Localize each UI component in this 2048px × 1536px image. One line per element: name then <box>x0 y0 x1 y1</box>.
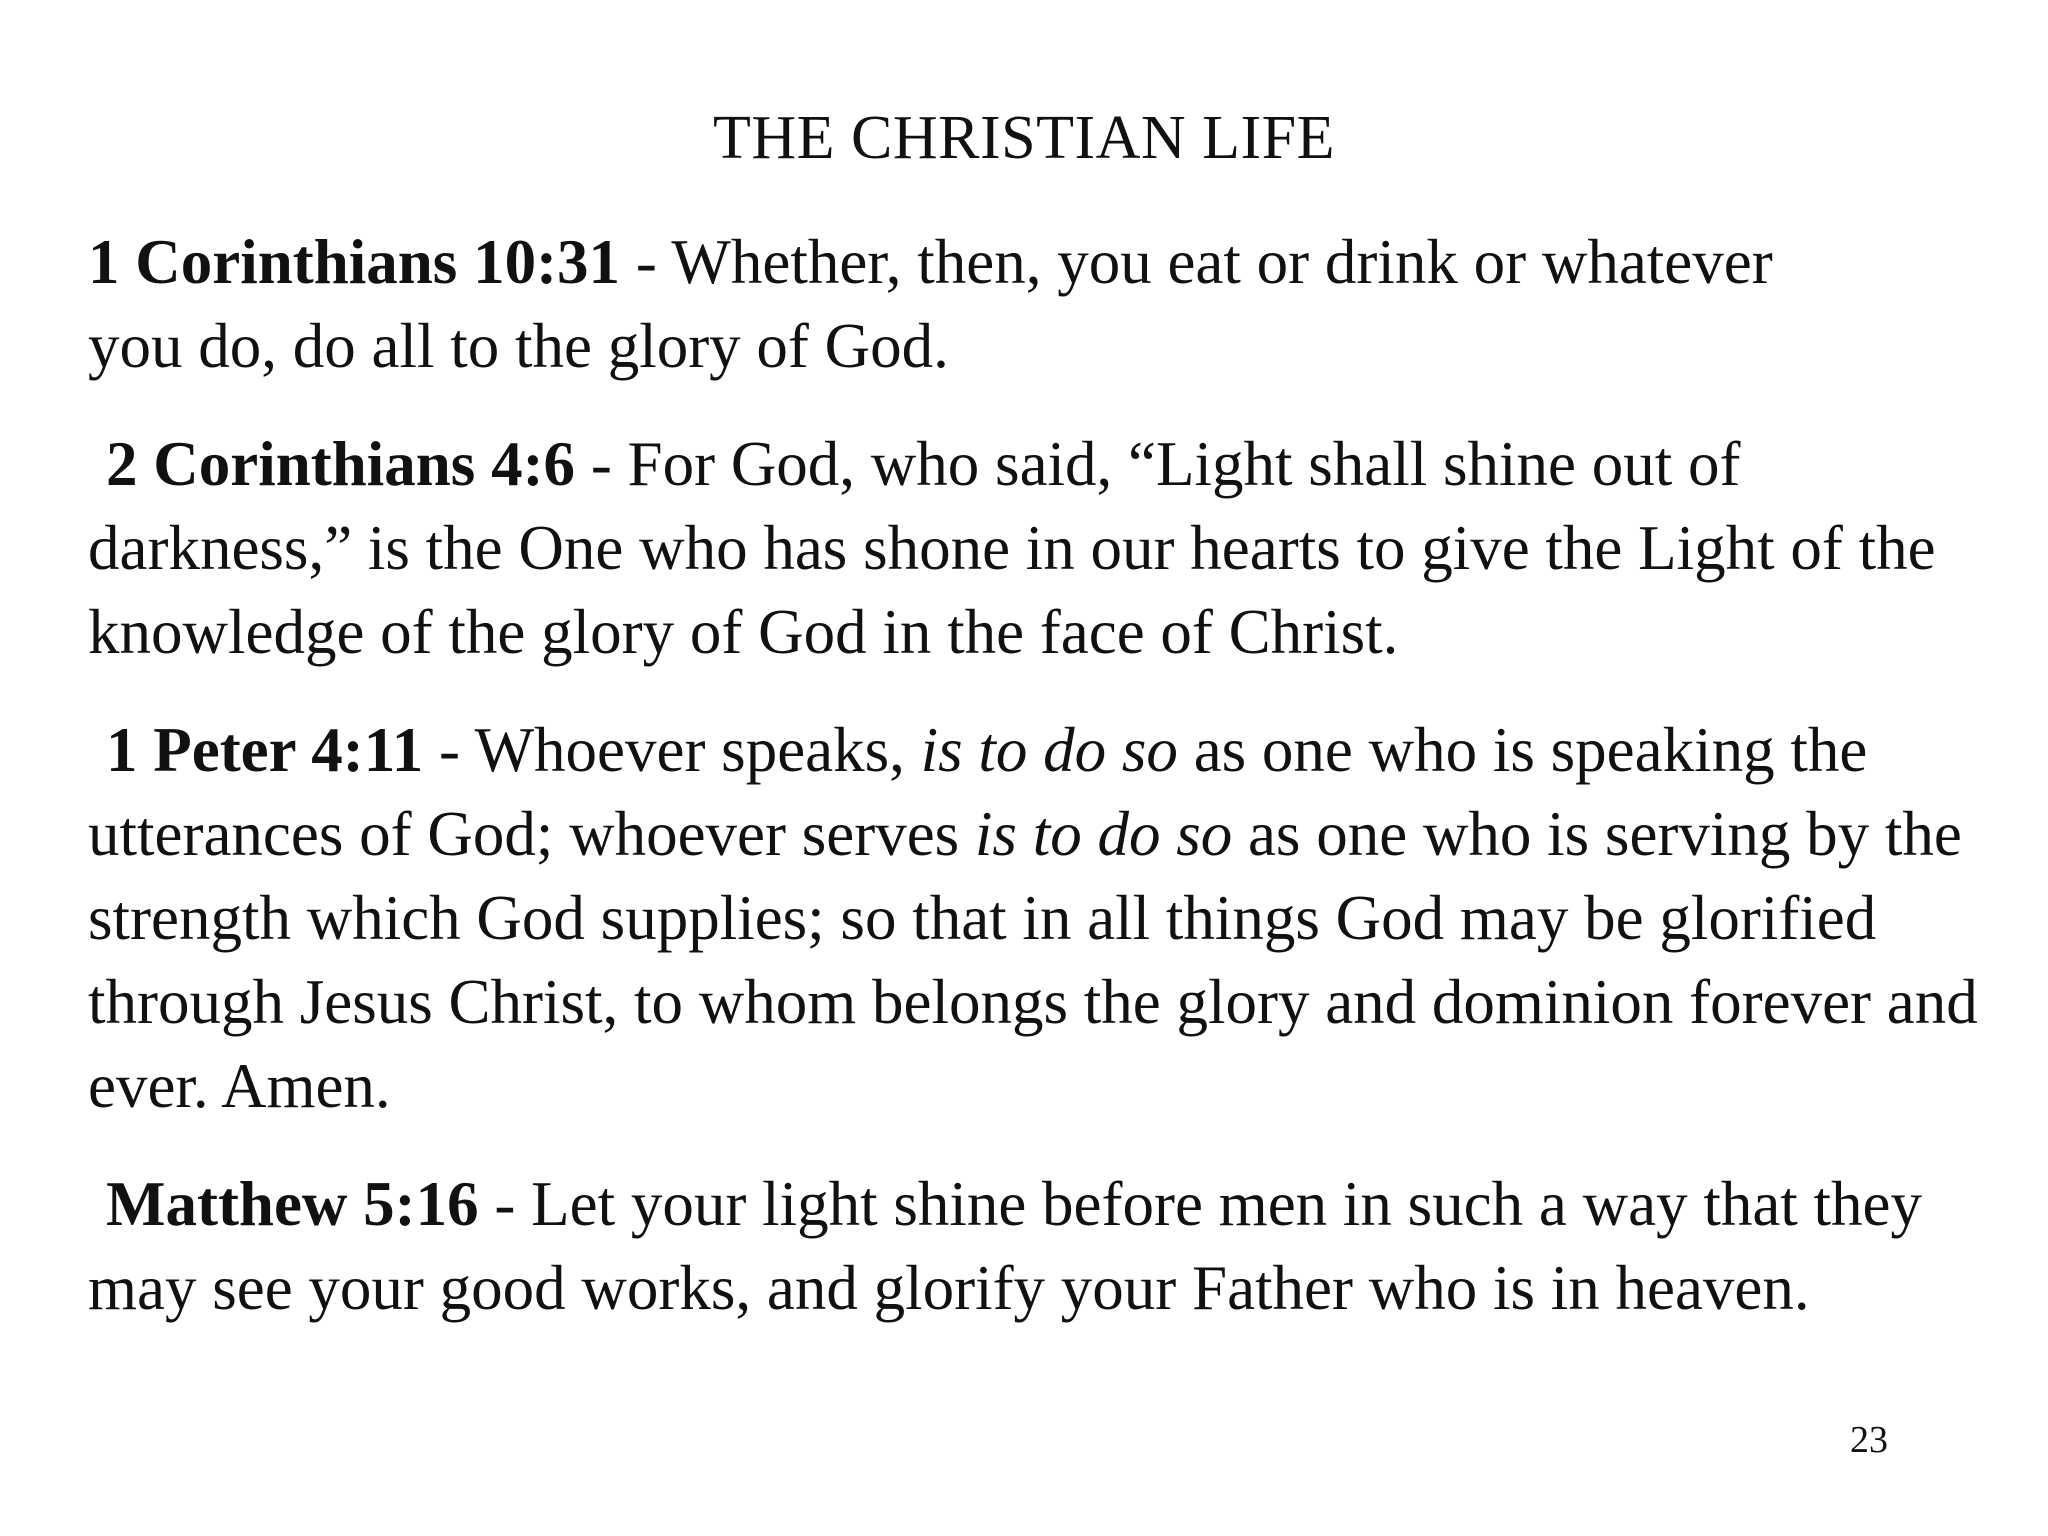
verse-text: For God, who said, “Light shall shine out of darkness,” is the One who has shone in our hearts to give the Light of the knowledge of the glory of God in the face of Christ. <box>88 429 1936 667</box>
verse-reference: 1 Corinthians 10:31 <box>88 227 621 297</box>
verse-reference: Matthew 5:16 <box>106 1169 479 1239</box>
verse-text: Whoever speaks, <box>474 715 921 785</box>
verse-text-italic: is to do so <box>974 799 1233 869</box>
verse-1-peter-4-11 <box>88 708 1988 1128</box>
verse-text-italic: is to do so <box>920 715 1178 785</box>
verse-reference: 1 Peter 4:11 <box>106 715 424 785</box>
verse-2-corinthians-4-6 <box>88 422 1988 674</box>
verse-separator: - <box>423 715 475 785</box>
verse-1-corinthians-10-31 <box>88 220 1988 388</box>
verse-separator: - <box>620 227 672 297</box>
verse-text: as one who is speaking the utterances of God; whoever serves <box>88 715 1868 869</box>
verse-separator: - <box>478 1169 532 1239</box>
verse-text: Whether, then, you eat or drink or whatever <box>671 227 1773 297</box>
verse-text: you do, do all to the glory of God. <box>88 311 949 381</box>
verse-list <box>88 220 1988 1364</box>
verse-text: as one who is serving by the strength which God supplies; so that in all things God may be glorified through Jesus Christ, to whom belongs the glory and dominion forever and ever. Amen. <box>88 799 1978 1121</box>
verse-separator: - <box>575 429 628 499</box>
page-title: THE CHRISTIAN LIFE <box>712 104 1336 172</box>
verse-matthew-5-16 <box>88 1162 1988 1330</box>
verse-reference: 2 Corinthians 4:6 <box>106 429 576 499</box>
page-number: 23 <box>1850 1419 1888 1461</box>
verse-text: Let your light shine before men in such a way that they may see your good works, and glorify your Father who is in heaven. <box>88 1169 1923 1323</box>
